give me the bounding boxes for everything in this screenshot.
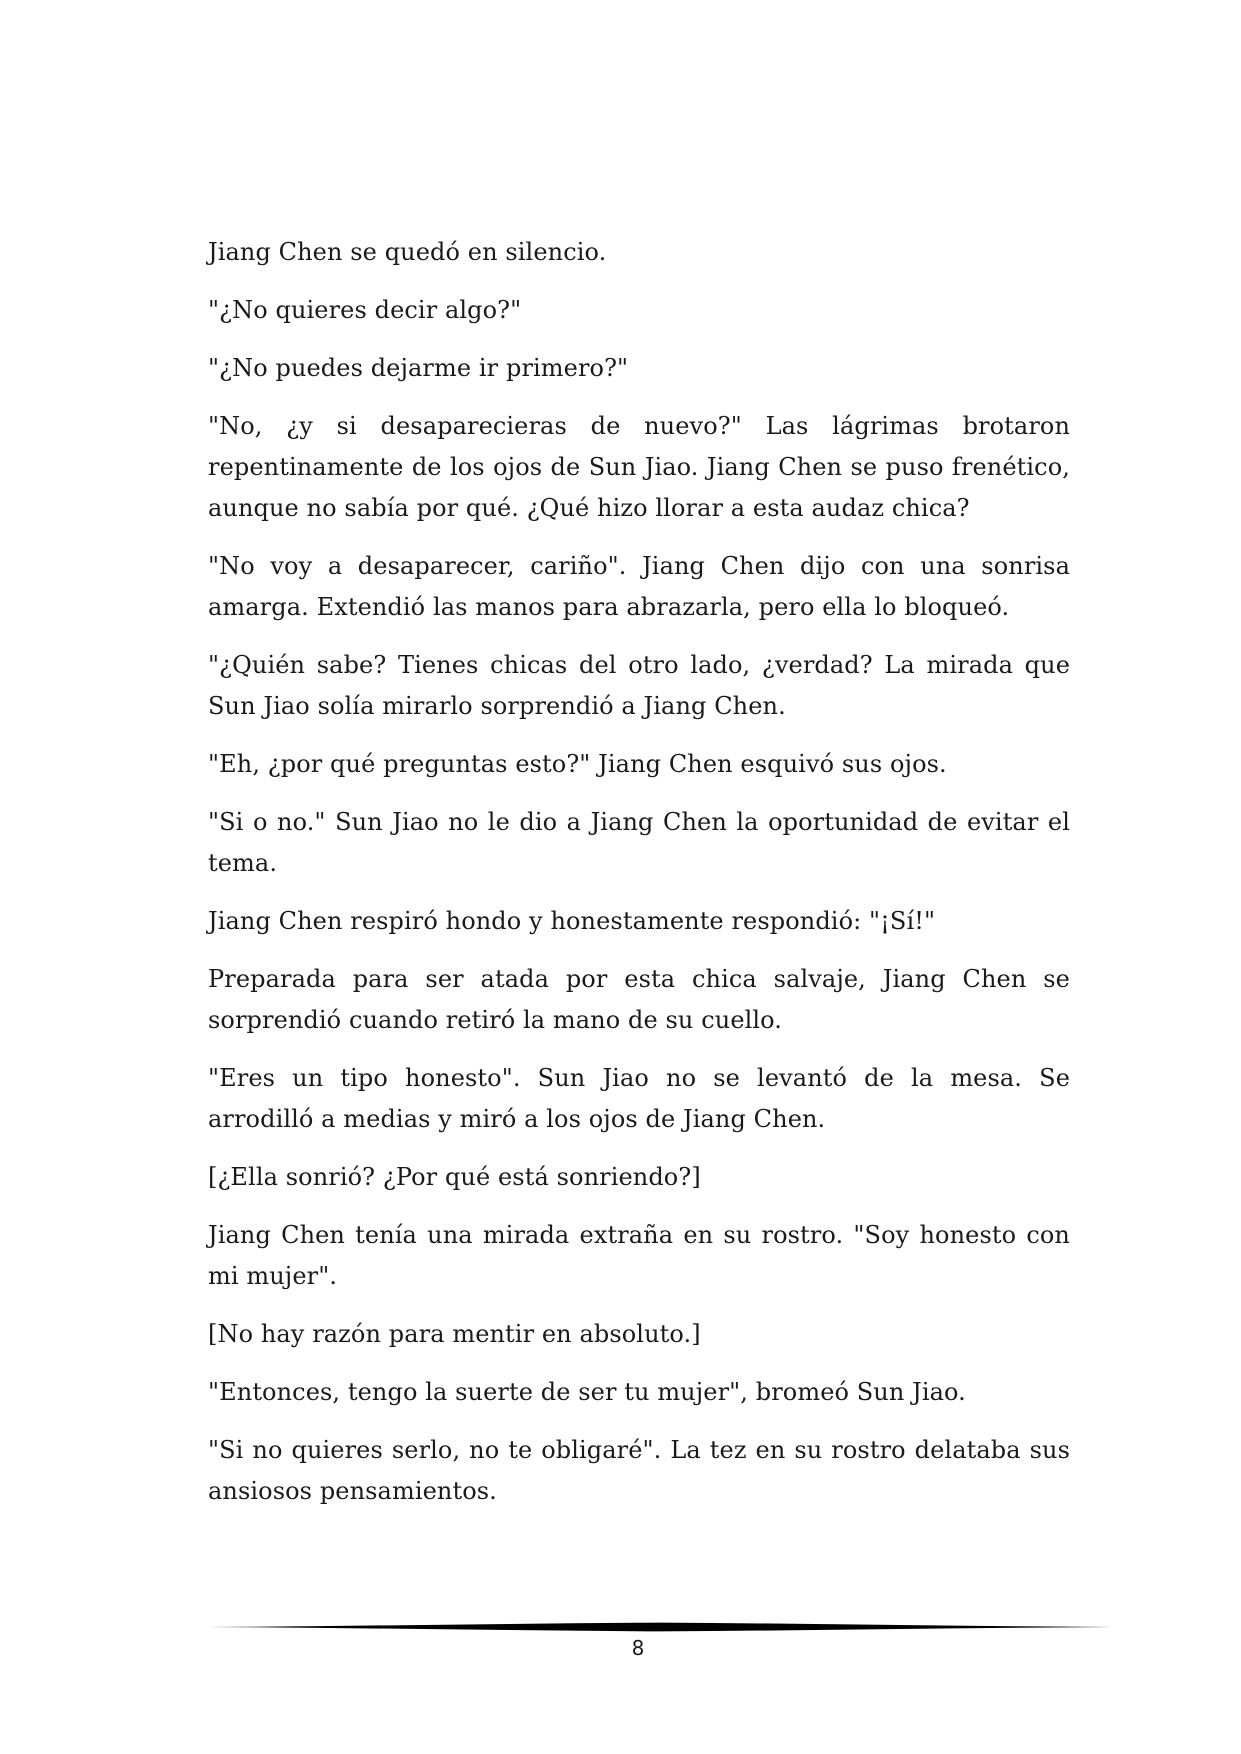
paragraph: "Si o no." Sun Jiao no le dio a Jiang Chen la oportunidad de evitar el tema. <box>208 808 1070 877</box>
paragraph: "Eh, ¿por qué preguntas esto?" Jiang Chen esquivó sus ojos. <box>208 750 947 778</box>
footer-divider <box>208 1620 1113 1634</box>
paragraph: "¿No quieres decir algo?" <box>208 296 522 324</box>
paragraph: "Si no quieres serlo, no te obligaré". La tez en su rostro delataba sus ansiosos pensamientos. <box>208 1436 1070 1505</box>
paragraph: Jiang Chen tenía una mirada extraña en su rostro. "Soy honesto con mi mujer". <box>208 1221 1070 1290</box>
page-body <box>208 232 1070 1529</box>
paragraph: "No, ¿y si desaparecieras de nuevo?" Las lágrimas brotaron repentinamente de los ojos de Sun Jiao. Jiang Chen se puso frenético, aunque no sabía por qué. ¿Qué hizo llorar a esta audaz chica? <box>208 412 1070 522</box>
paragraph: "No voy a desaparecer, cariño". Jiang Chen dijo con una sonrisa amarga. Extendió las manos para abrazarla, pero ella lo bloqueó. <box>208 552 1070 621</box>
paragraph: "Eres un tipo honesto". Sun Jiao no se levantó de la mesa. Se arrodilló a medias y miró a los ojos de Jiang Chen. <box>208 1064 1070 1133</box>
paragraph: [No hay razón para mentir en absoluto.] <box>208 1320 701 1348</box>
paragraph: "¿Quién sabe? Tienes chicas del otro lado, ¿verdad? La mirada que Sun Jiao solía mirarlo sorprendió a Jiang Chen. <box>208 651 1070 720</box>
paragraph: Preparada para ser atada por esta chica salvaje, Jiang Chen se sorprendió cuando retiró la mano de su cuello. <box>208 965 1070 1034</box>
paragraph: Jiang Chen respiró hondo y honestamente respondió: "¡Sí!" <box>208 907 936 935</box>
page-number: 8 <box>631 1636 645 1660</box>
paragraph: "Entonces, tengo la suerte de ser tu mujer", bromeó Sun Jiao. <box>208 1378 966 1406</box>
paragraph: Jiang Chen se quedó en silencio. <box>208 238 607 266</box>
paragraph: [¿Ella sonrió? ¿Por qué está sonriendo?] <box>208 1163 701 1191</box>
paragraph: "¿No puedes dejarme ir primero?" <box>208 354 629 382</box>
